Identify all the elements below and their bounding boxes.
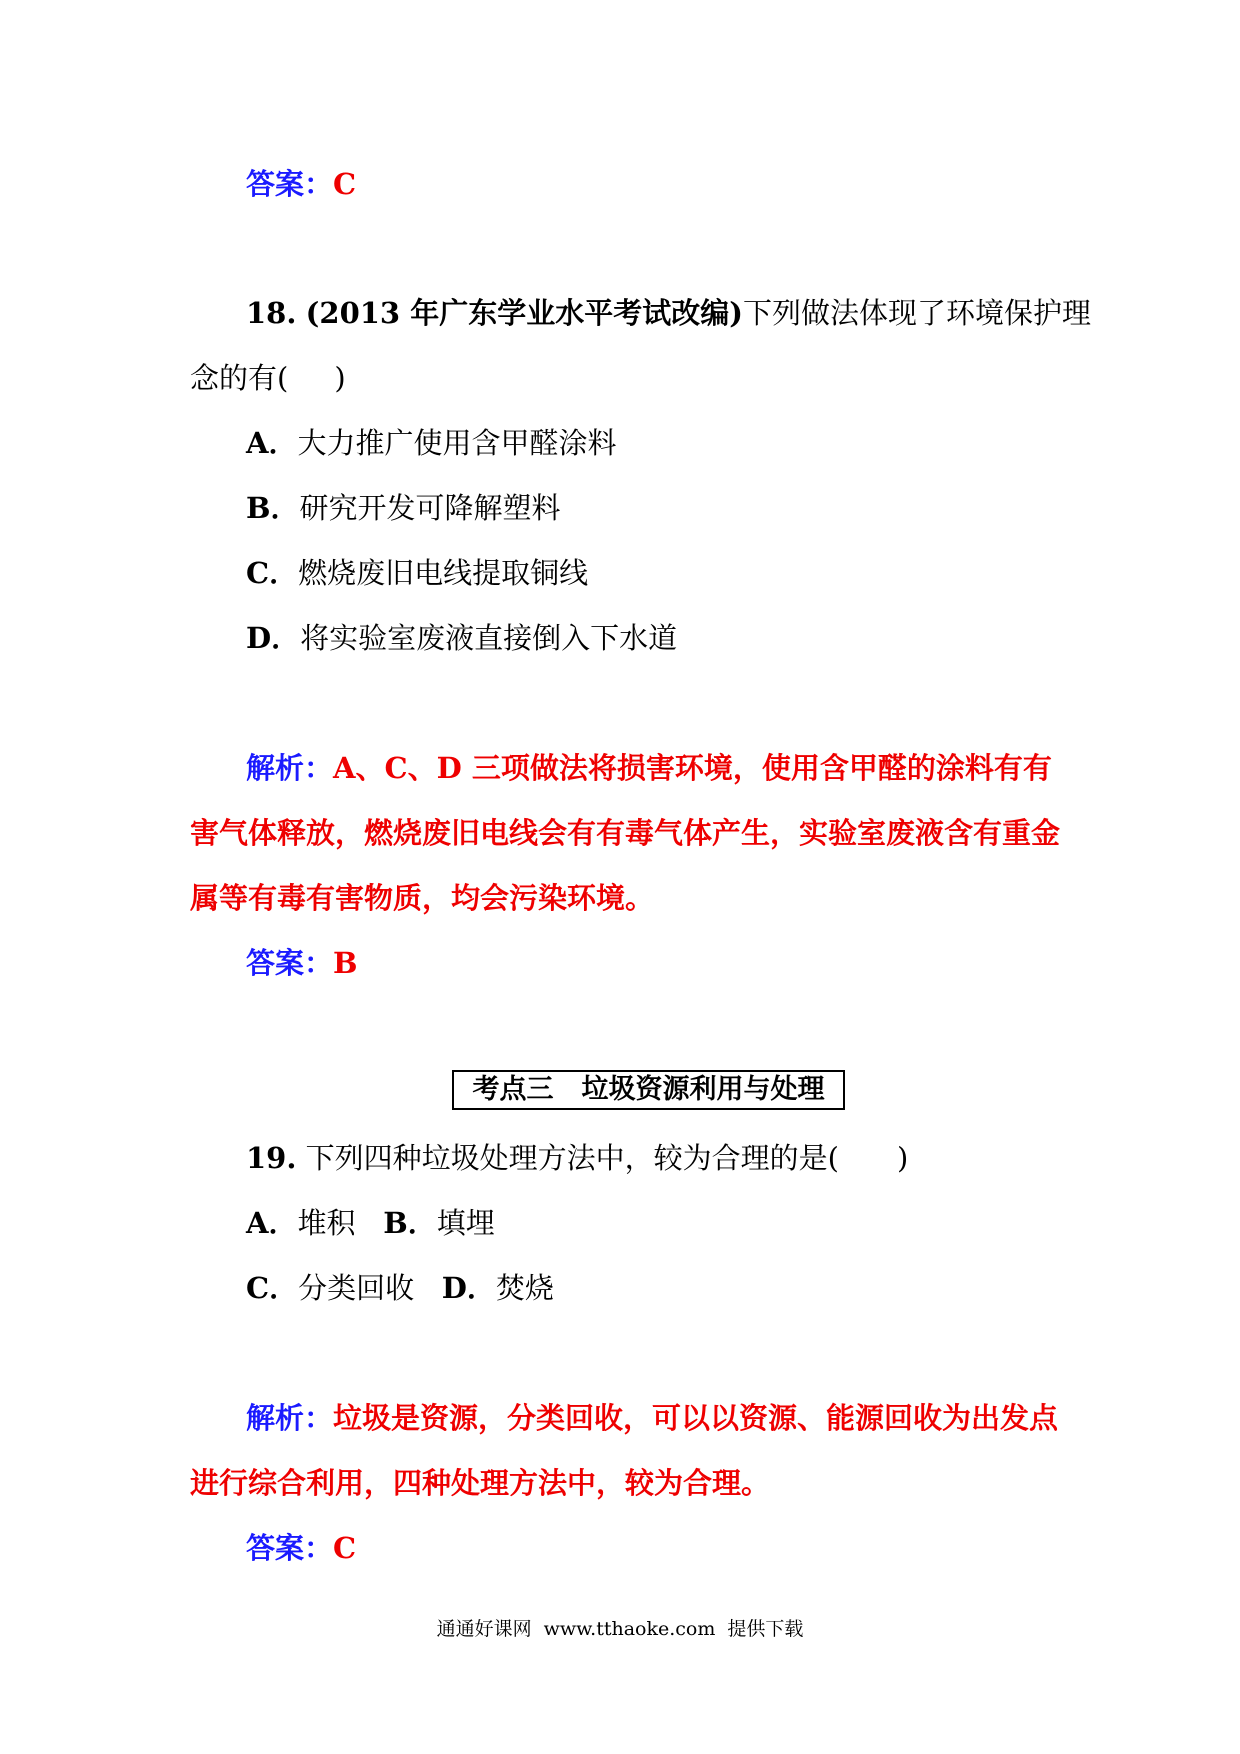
option-text: 填埋 <box>436 1206 495 1240</box>
option-text: 燃烧废旧电线提取铜线 <box>298 556 589 590</box>
analysis-text: 害气体释放，燃烧废旧电线会有有毒气体产生，实验室废液含有重金 <box>190 816 1061 850</box>
answer-label: 答案： <box>246 167 334 201</box>
q18-source: (2013 年广东学业水平考试改编) <box>305 296 743 330</box>
option-letter: D． <box>441 1271 496 1305</box>
q18-stem-text: 下列做法体现了环境保护理 <box>742 296 1091 330</box>
answer-value: C <box>333 167 357 201</box>
option-letter: D． <box>246 621 301 655</box>
option-letter: B． <box>246 491 300 525</box>
q19-stem-end: ) <box>897 1141 909 1175</box>
option-text: 将实验室废液直接倒入下水道 <box>300 621 678 655</box>
analysis-text: A、C、D 三项做法将损害环境，使用含甲醛的涂料有有 <box>333 751 1052 785</box>
q19-stem <box>246 1140 908 1176</box>
footer-site: 通通好课网 <box>436 1618 532 1640</box>
q19-answer <box>246 1530 356 1566</box>
section-heading <box>452 1070 845 1110</box>
q18-analysis-line1 <box>246 750 1052 786</box>
q18-analysis-line2 <box>190 815 1060 851</box>
option-text: 堆积 <box>297 1206 356 1240</box>
answer-label: 答案： <box>246 1531 334 1565</box>
q18-option-d <box>246 620 677 656</box>
q19-stem-start: 下列四种垃圾处理方法中，较为合理的是( <box>305 1141 839 1175</box>
answer-value: B <box>333 946 358 980</box>
q19-analysis-line2 <box>190 1465 770 1501</box>
option-text: 研究开发可降解塑料 <box>299 491 561 525</box>
answer-label: 答案： <box>246 946 334 980</box>
q18-option-b <box>246 490 561 526</box>
q19-options-row2 <box>246 1270 554 1306</box>
q18-answer <box>246 945 358 981</box>
q18-stem-start: 念的有( <box>190 361 289 395</box>
option-text: 焚烧 <box>495 1271 554 1305</box>
footer-note: 提供下载 <box>727 1618 804 1640</box>
footer-url[interactable]: www.tthaoke.com <box>543 1618 716 1640</box>
q18-stem-line2 <box>190 360 346 396</box>
section-heading-part1: 考点三 <box>472 1074 554 1105</box>
option-text: 大力推广使用含甲醛涂料 <box>297 426 617 460</box>
q18-number: 18. <box>246 296 297 330</box>
analysis-label: 解析： <box>246 751 334 785</box>
q19-number: 19. <box>246 1141 297 1175</box>
q18-option-a <box>246 425 617 461</box>
analysis-text: 进行综合利用，四种处理方法中，较为合理。 <box>190 1466 771 1500</box>
answer-value: C <box>333 1531 357 1565</box>
analysis-text: 属等有毒有害物质，均会污染环境。 <box>190 881 655 915</box>
q19-analysis-line1 <box>246 1400 1058 1436</box>
q18-analysis-line3 <box>190 880 654 916</box>
option-letter: C． <box>246 556 299 590</box>
answer-17 <box>246 166 356 202</box>
analysis-label: 解析： <box>246 1401 334 1435</box>
analysis-text: 垃圾是资源，分类回收，可以以资源、能源回收为出发点 <box>333 1401 1059 1435</box>
option-letter: C． <box>246 1271 299 1305</box>
section-heading-part2: 垃圾资源利用与处理 <box>581 1074 825 1105</box>
option-text: 分类回收 <box>298 1271 415 1305</box>
page-footer <box>0 1614 1240 1641</box>
q18-stem-line1 <box>246 295 1091 331</box>
q18-option-c <box>246 555 588 591</box>
option-letter: A． <box>246 426 298 460</box>
option-letter: B． <box>383 1206 437 1240</box>
q19-options-row1 <box>246 1205 495 1241</box>
q18-stem-end: ) <box>334 361 346 395</box>
option-letter: A． <box>246 1206 298 1240</box>
